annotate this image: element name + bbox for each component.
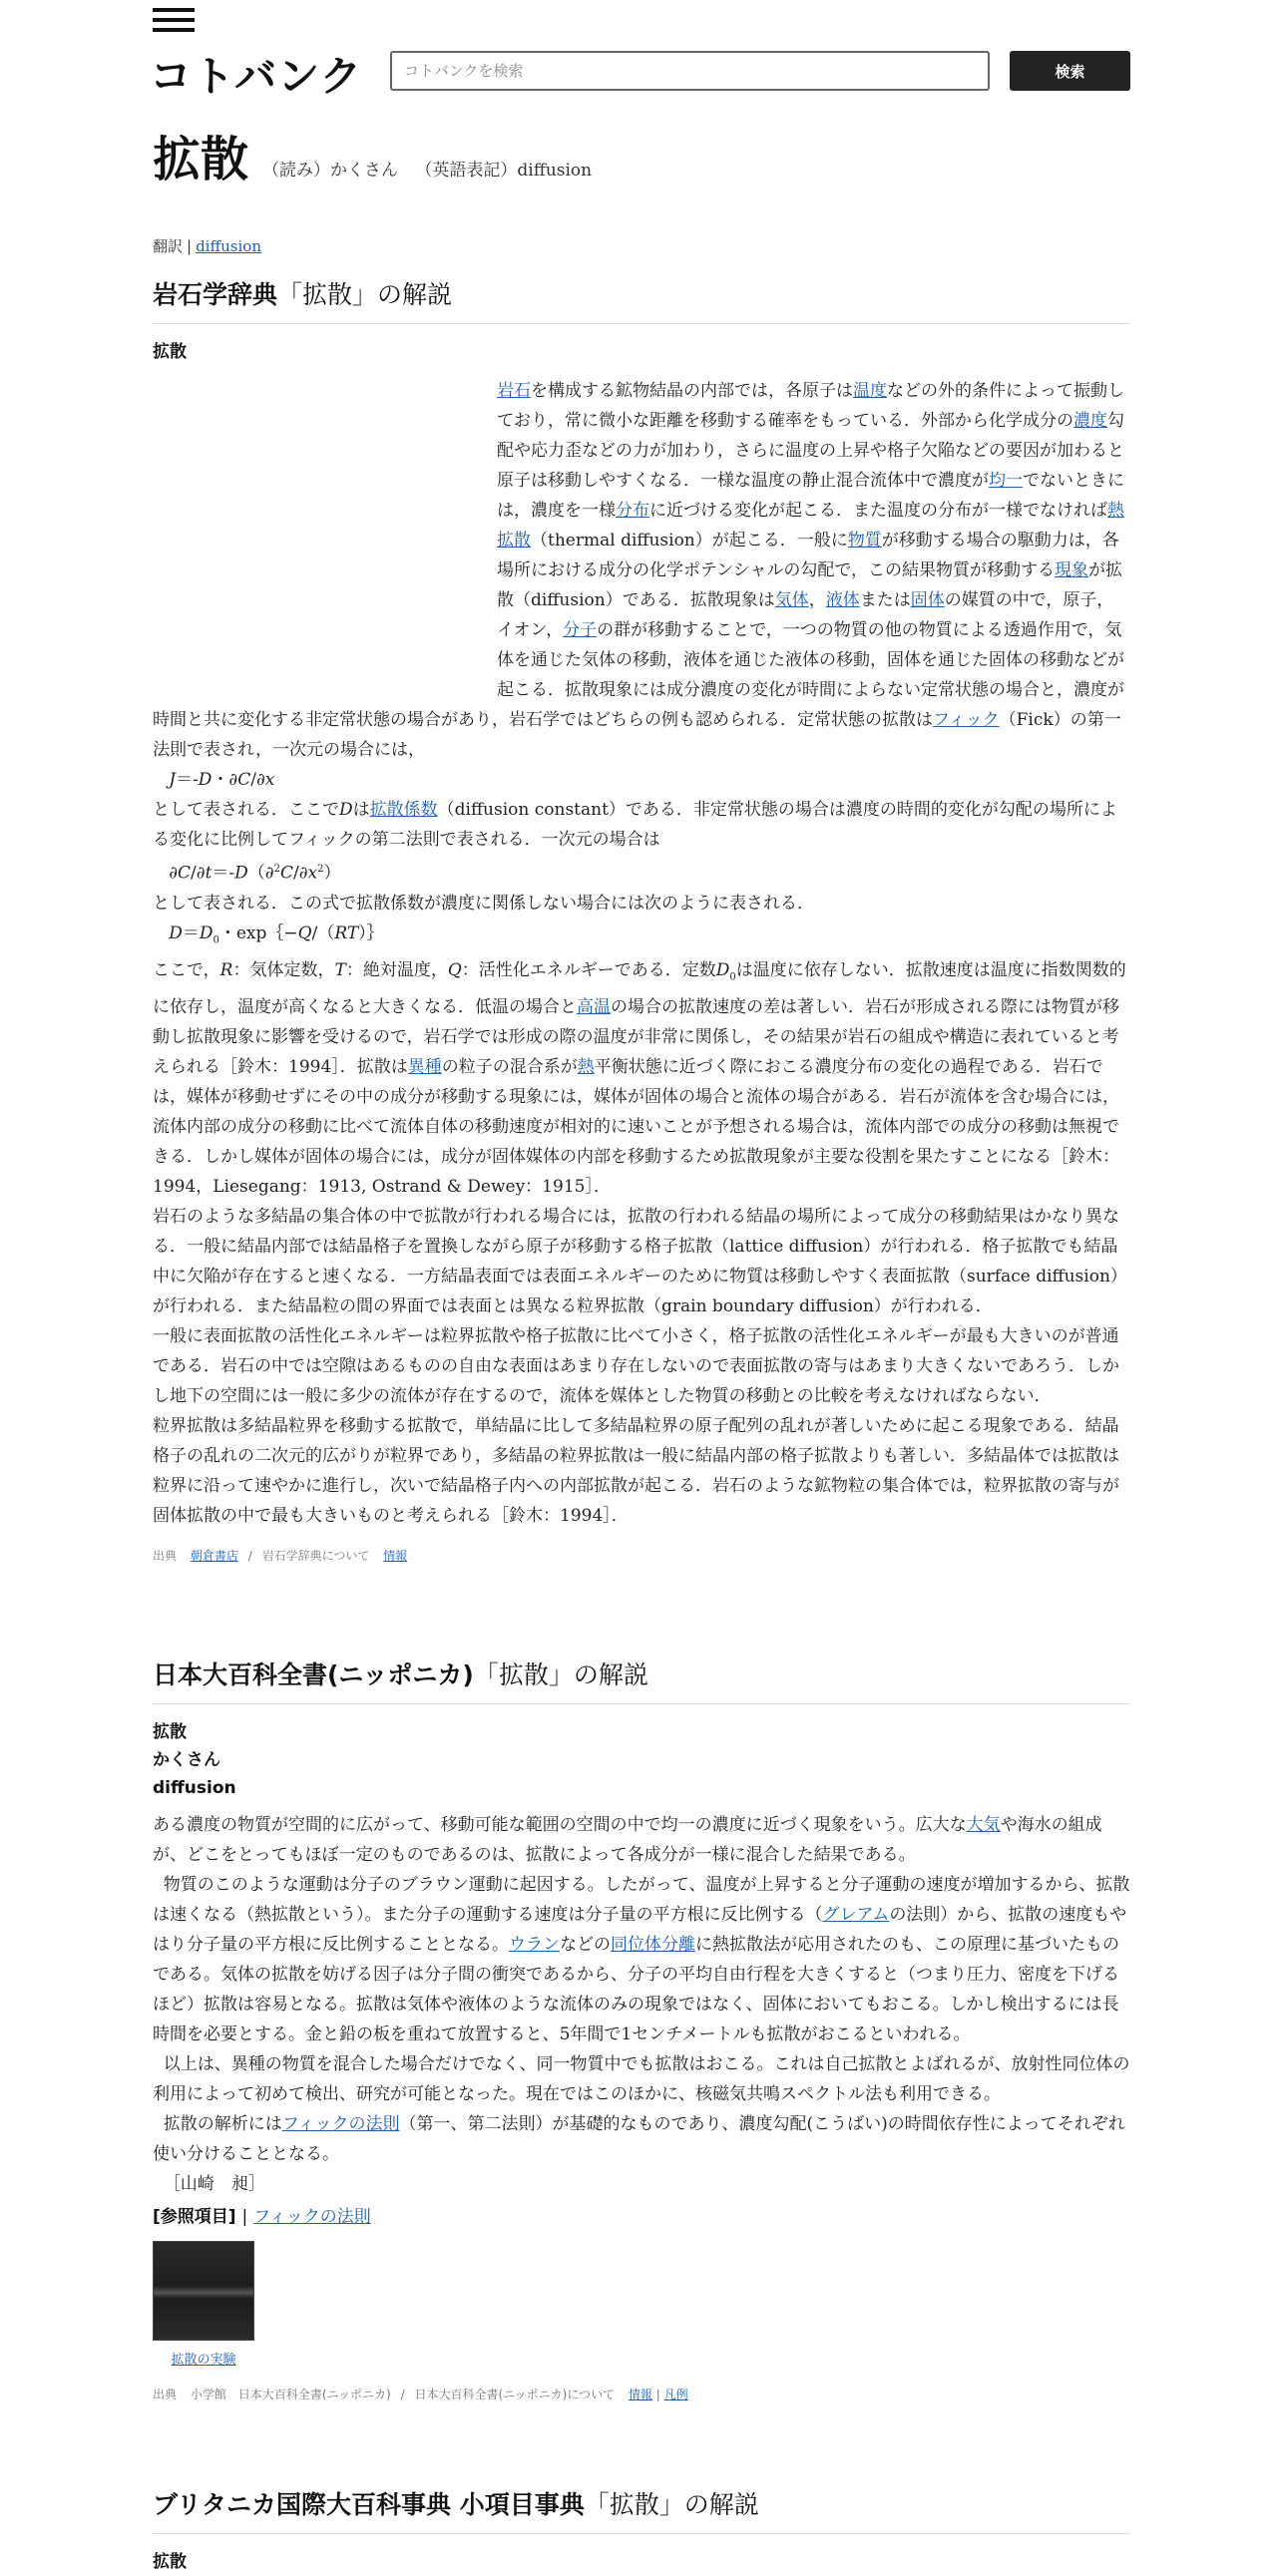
term-link[interactable]: 分布 xyxy=(616,501,649,521)
section-suffix: 「拡散」の解説 xyxy=(584,2490,759,2519)
section-suffix: 「拡散」の解説 xyxy=(473,1660,648,1689)
section-title xyxy=(153,1656,1130,1704)
menu-icon[interactable] xyxy=(153,8,195,34)
reading-english: （英語表記）diffusion xyxy=(415,161,593,181)
term-link[interactable]: フィックの法則 xyxy=(281,2114,400,2134)
term-link[interactable]: フィック xyxy=(933,710,1000,730)
headword-kana: かくさん xyxy=(153,1750,220,1770)
author: ［山崎 昶］ xyxy=(163,2174,265,2194)
publisher: 小学館 日本大百科全書(ニッポニカ) xyxy=(190,2388,391,2401)
headword-english: diffusion xyxy=(153,1778,236,1798)
image-caption-link[interactable]: 拡散の実験 xyxy=(171,2353,236,2368)
publisher-link[interactable]: 朝倉書店 xyxy=(190,1549,238,1564)
term-link[interactable]: 現象 xyxy=(1055,560,1089,580)
section-ganseki xyxy=(153,275,1130,1564)
source-label: 出典 xyxy=(153,2388,178,2401)
search-input[interactable] xyxy=(390,51,990,91)
entry-body: ある濃度の物質が空間的に広がって、移動可能な範囲の空間の中で均一の濃度に近づく現象をいう。広大な大気や海水の組成が、どこをとってもほぼ一定のものであるのは、拡散によって各成分が一様に混合した結果である。 物質のこのような運動は分子のブラウン運動に起因する。したがって、温度が上昇すると分子運動の速度が増加するから、拡散は速くなる（熱拡散という）。また分子の運動する速度は分子量の平方根に反比例する（グレアムの法則）から、拡散の速度もやはり分子量の平方根に反比例することとなる。ウランなどの同位体分離に熱拡散法が応用されたのも、この原理に基づいたものである。気体の拡散を妨げる因子は分子間の衝突であるから、分子の平均自由行程を大きくすると（つまり圧力、密度を下げるほど）拡散は容易となる。拡散は気体や液体のような流体のみの現象ではなく、固体においてもおこる。しかし検出するには長時間を必要とする。金と鉛の板を重ねて放置すると、5年間で1センチメートルも拡散がおこるといわれる。 以上は、異種の物質を混合した場合だけでなく、同一物質中でも拡散はおこる。これは自己拡散とよばれるが、放射性同位体の利用によって初めて検出、研究が可能となった。現在ではこのほかに、核磁気共鳴スペクトル法も利用できる。 拡散の解析にはフィックの法則（第一、第二法則）が基礎的なものであり、濃度勾配(こうばい)の時間依存性によってそれぞれ使い分けることとなる。 ［山崎 昶］ xyxy=(153,1815,1130,2194)
dict-name: 岩石学辞典 xyxy=(153,280,278,309)
entry-body: 岩石を構成する鉱物結晶の内部では，各原子は温度などの外的条件によって振動しており，常に微小な距離を移動する確率をもっている．外部から化学成分の濃度勾配や応力歪などの力が加わり，さらに温度の上昇や格子欠陥などの要因が加わると原子は移動しやすくなる．一様な温度の静止混合流体中で濃度が均一でないときには，濃度を一様分布に近づける変化が起こる．また温度の分布が一様でなければ熱拡散（thermal diffusion）が起こる．一般に物質が移動する場合の駆動力は，各場所における成分の化学ポテンシャルの勾配で，この結果物質が移動する現象が拡散（diffusion）である．拡散現象は気体，液体または固体の媒質の中で，原子，イオン，分子の群が移動することで，一つの物質の他の物質による透過作用で，気体を通じた気体の移動，液体を通じた液体の移動，固体を通じた固体の移動などが起こる．拡散現象には成分濃度の変化が時間によらない定常状態の場合と，濃度が時間と共に変化する非定常状態の場合があり，岩石学ではどちらの例も認められる．定常状態の拡散はフィック（Fick）の第一法則で表され，一次元の場合には， J＝-D・∂C/∂x として表される．ここでDは拡散係数（diffusion constant）である．非定常状態の場合は濃度の時間的変化が勾配の場所による変化に比例してフィックの第二法則で表される．一次元の場合は $\partial C/\partial t=-D(\partial^2C/\partial x^2)$ として表される．この式で拡散係数が濃度に関係しない場合には次のように表される． $D=D_0$・exp｛−Q/（RT）｝ ここで，R：気体定数，T：絶対温度，Q：活性化エネルギーである．定数$D_0$は温度に依存しない．拡散速度は温度に指数関数的に依存し，温度が高くなると大きくなる．低温の場合と高温の場合の拡散速度の差は著しい．岩石が形成される際には物質が移動し拡散現象に影響を受けるので，岩石学では形成の際の温度が非常に関係し，その結果が岩石の組成や構造に表れていると考えられる［鈴木：1994］．拡散は異種の粒子の混合系が熱平衡状態に近づく際におこる濃度分布の変化の過程である．岩石では，媒体が移動せずにその中の成分が移動する現象には，媒体が固体の場合と流体の場合がある．岩石が流体を含む場合には，流体内部の成分の移動に比べて流体自体の移動速度が相対的に速いことが予想される場合は，流体内部での成分の移動は無視できる．しかし媒体が固体の場合には，成分が固体媒体の内部を移動するため拡散現象が主要な役割を果たすことになる［鈴木：1994，Liesegang：1913, Ostrand & Dewey：1915］． 岩石のような多結晶の集合体の中で拡散が行われる場合には，拡散の行われる結晶の場所によって成分の移動結果はかなり異なる．一般に結晶内部では結晶格子を置換しながら原子が移動する格子拡散（lattice diffusion）が行われる．格子拡散でも結晶中に欠陥が存在すると速くなる．一方結晶表面では表面エネルギーのために物質は移動しやすく表面拡散（surface diffusion）が行われる．また結晶粒の間の界面では表面とは異なる粒界拡散（grain boundary diffusion）が行われる． 一般に表面拡散の活性化エネルギーは粒界拡散や格子拡散に比べて小さく，格子拡散の活性化エネルギーが最も大きいのが普通である．岩石の中では空隙はあるものの自由な表面はあまり存在しないので表面拡散の寄与はあまり大きくないであろう．しかし地下の空間には一般に多少の流体が存在するので，流体を媒体とした物質の移動との比較を考えなければならない． 粒界拡散は多結晶粒界を移動する拡散で，単結晶に比して多結晶粒界の原子配列の乱れが著しいために起こる現象である．結晶格子の乱れの二次元的広がりが粒界であり，多結晶の粒界拡散は一般に結晶内部の格子拡散よりも著しい．多結晶体では拡散は粒界に沿って速やかに進行し，次いで結晶格子内への内部拡散が起こる．岩石のような鉱物粒の集合体では，粒界拡散の寄与が固体拡散の中で最も大きいものと考えられる［鈴木：1994］． xyxy=(153,376,1130,1531)
source-line: 出典 朝倉書店 / 岩石学辞典について 情報 xyxy=(153,1549,408,1564)
headword: 拡散 xyxy=(153,342,187,362)
image-placeholder xyxy=(153,376,497,677)
term-link[interactable]: 高温 xyxy=(577,997,611,1018)
term-link[interactable]: 固体 xyxy=(910,590,945,610)
search-button[interactable]: 検索 xyxy=(1010,51,1130,91)
dict-name: 日本大百科全書(ニッポニカ) xyxy=(153,1660,474,1689)
term-header xyxy=(153,121,604,189)
legend-link[interactable]: 凡例 xyxy=(663,2388,688,2401)
source-label: 出典 xyxy=(153,1549,178,1564)
about-dictionary: 日本大百科全書(ニッポニカ)について xyxy=(414,2388,616,2401)
section-title xyxy=(153,2485,1130,2534)
reading-kana: （読み）かくさん xyxy=(262,161,399,181)
term-link[interactable]: 濃度 xyxy=(1073,411,1107,431)
see-also-link[interactable]: フィックの法則 xyxy=(253,2207,371,2227)
headword: 拡散 xyxy=(153,2552,187,2572)
translation-sep: | xyxy=(187,237,193,255)
headword: 拡散 xyxy=(153,1722,187,1742)
info-link[interactable]: 情報 xyxy=(383,1549,408,1564)
term-link[interactable]: 均一 xyxy=(989,471,1023,491)
experiment-image[interactable] xyxy=(153,2241,254,2341)
term-link[interactable]: 岩石 xyxy=(497,381,531,401)
page-title: 拡散 xyxy=(153,132,249,187)
term-link[interactable]: 大気 xyxy=(966,1815,1001,1835)
term-link[interactable]: 拡散係数 xyxy=(369,800,438,820)
see-also-label: [参照項目] xyxy=(153,2207,236,2227)
headword-block xyxy=(153,1718,1130,1802)
term-link[interactable]: 気体 xyxy=(774,590,809,610)
dict-name: ブリタニカ国際大百科事典 小項目事典 xyxy=(153,2490,585,2519)
term-link[interactable]: 分子 xyxy=(563,620,598,640)
section-suffix: 「拡散」の解説 xyxy=(277,280,453,309)
term-link[interactable]: 液体 xyxy=(825,590,860,610)
see-also xyxy=(153,2203,1130,2231)
term-link[interactable]: 熱拡散 xyxy=(497,501,1124,551)
term-link[interactable]: 同位体分離 xyxy=(611,1935,695,1955)
see-also-sep: | xyxy=(241,2207,248,2227)
pipe: | xyxy=(655,2388,660,2401)
translation-link[interactable]: diffusion xyxy=(196,237,261,255)
term-link[interactable]: 温度 xyxy=(853,381,887,401)
translation-label: 翻訳 xyxy=(153,237,184,255)
term-link[interactable]: グレアム xyxy=(822,1905,890,1925)
term-link[interactable]: ウラン xyxy=(509,1935,560,1955)
term-link[interactable]: 熱 xyxy=(577,1057,595,1078)
section-nipponica xyxy=(153,1656,1130,2402)
figure xyxy=(153,2241,1130,2368)
about-dictionary: 岩石学辞典について xyxy=(261,1549,370,1564)
section-title xyxy=(153,275,1130,324)
site-logo[interactable]: コトバンク xyxy=(150,52,363,101)
section-britannica xyxy=(153,2485,1130,2576)
term-link[interactable]: 物質 xyxy=(847,531,882,551)
source-line: 出典 小学館 日本大百科全書(ニッポニカ) / 日本大百科全書(ニッポニカ)について 情報 | 凡例 xyxy=(153,2388,688,2401)
term-reading xyxy=(262,156,604,181)
translation-row xyxy=(153,235,261,256)
info-link[interactable]: 情報 xyxy=(628,2388,652,2401)
term-link[interactable]: 異種 xyxy=(407,1057,442,1078)
